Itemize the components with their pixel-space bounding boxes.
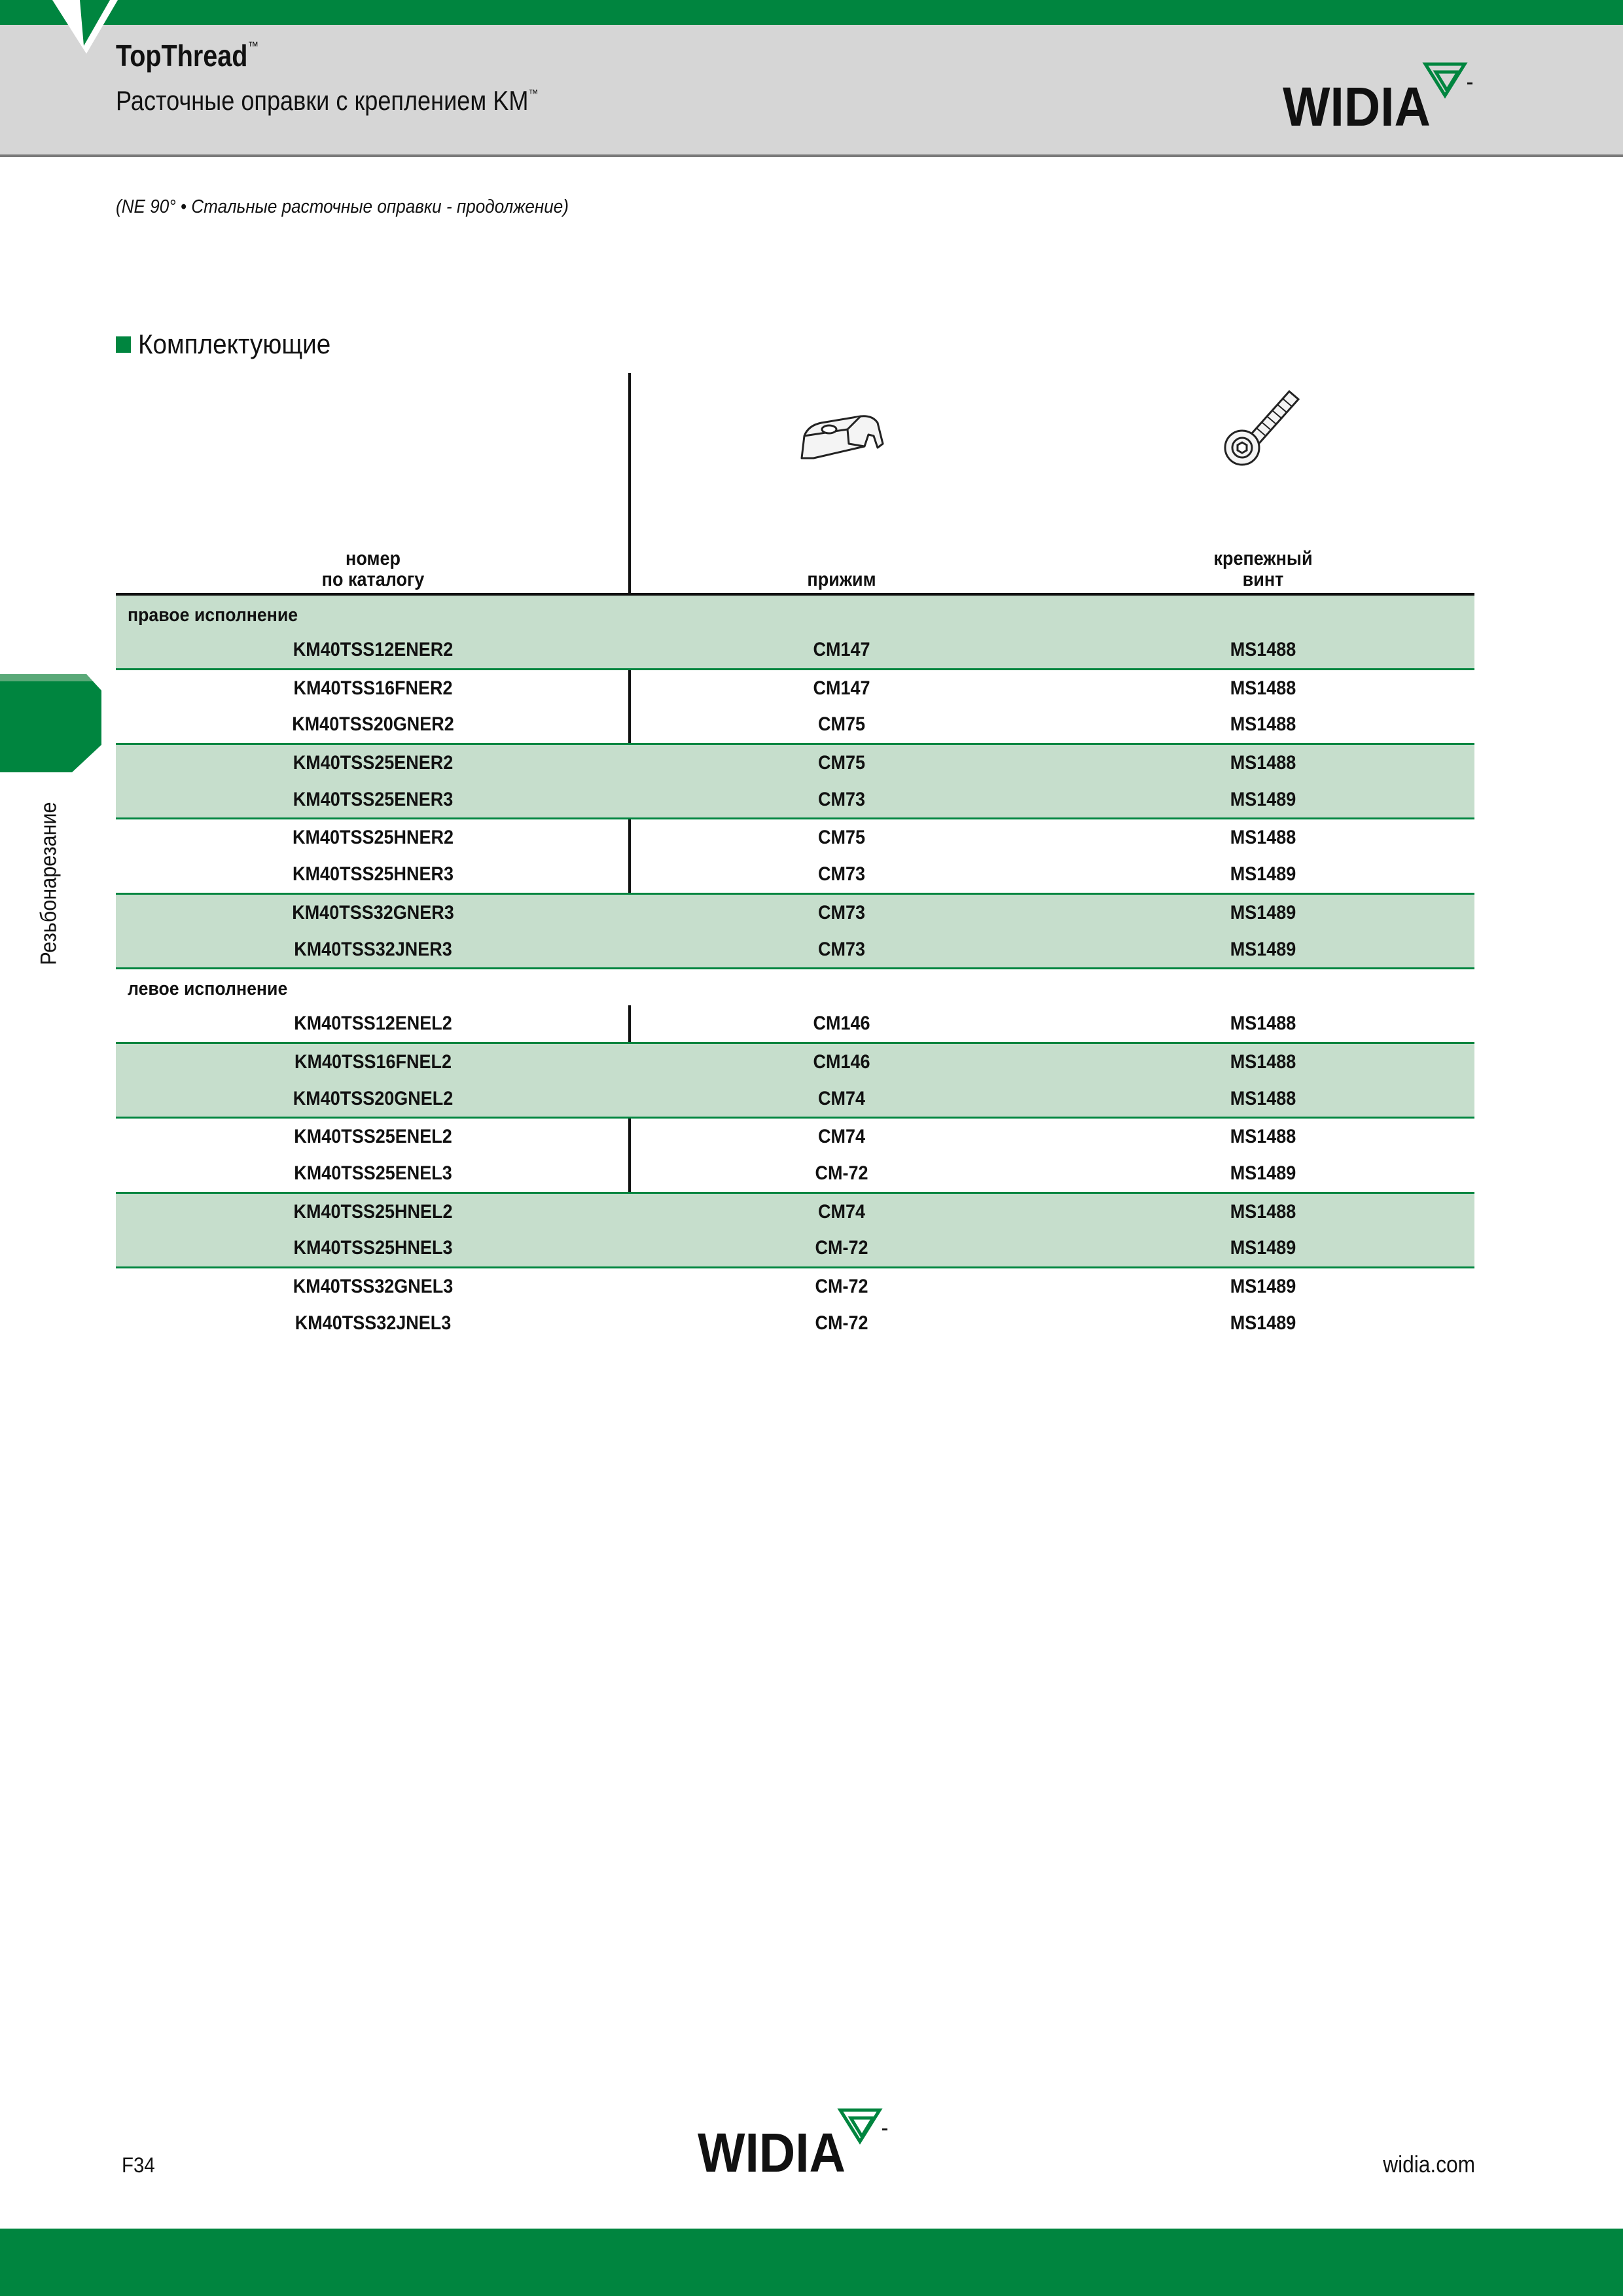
clamp-cell: CM146 [813,1050,870,1073]
table-row [116,1081,1474,1117]
table-row [116,706,1474,743]
continuation-note: (NE 90° • Стальные расточные оправки - продолжение) [116,196,569,217]
clamp-cell: CM73 [817,788,866,810]
screw-cell: MS1488 [1230,1200,1296,1223]
clamp-cell: CM73 [817,863,866,886]
column-header-clamp: прижим [807,569,876,590]
svg-text:WIDIA: WIDIA [698,2122,846,2176]
clamp-cell: CM75 [817,752,866,774]
screw-cell: MS1489 [1230,901,1296,924]
clamp-cell: CM75 [817,713,866,736]
section-square-icon [116,336,131,353]
catalog-cell: KM40TSS20GNER2 [292,713,454,736]
screw-cell: MS1489 [1230,1312,1296,1334]
screw-cell: MS1489 [1230,788,1296,810]
table-row [116,1230,1474,1266]
clamp-cell: CM-72 [815,1237,868,1259]
clamp-cell: CM-72 [815,1162,868,1184]
screw-cell: MS1488 [1230,1013,1296,1035]
screw-cell: MS1488 [1230,827,1296,849]
website-link[interactable]: widia.com [1383,2151,1475,2178]
column-header-screw: крепежный винт [1213,548,1313,590]
screw-cell: MS1489 [1230,1162,1296,1184]
catalog-cell: KM40TSS25ENEL3 [294,1162,452,1184]
screw-cell: MS1488 [1230,1087,1296,1109]
parts-table [116,596,1474,1341]
corner-tab-icon [52,0,118,54]
catalog-cell: KM40TSS16FNEL2 [294,1050,452,1073]
table-row [116,1268,1474,1305]
screw-cell: MS1488 [1230,1126,1296,1148]
screw-cell: MS1488 [1230,639,1296,660]
table-row [116,781,1474,818]
page-subtitle: Расточные оправки с креплением KM™ [116,85,539,116]
catalog-cell: KM40TSS32GNEL3 [293,1276,454,1297]
column-header-catalog: номер по каталогу [321,548,425,590]
side-tab-label: Резьбонарезание [36,802,62,965]
clamp-cell: CM73 [817,938,866,960]
clamp-cell: CM-72 [815,1276,868,1297]
screw-cell: MS1489 [1230,863,1296,886]
table-row [116,1005,1474,1042]
section-title: Комплектующие [116,329,330,360]
catalog-cell: KM40TSS16FNER2 [293,677,453,699]
catalog-cell: KM40TSS32GNER3 [292,901,454,924]
table-row [116,632,1474,668]
table-row [116,1119,1474,1155]
clamp-cell: CM74 [817,1126,866,1148]
screw-cell: MS1488 [1230,752,1296,774]
clamp-cell: CM74 [817,1087,866,1109]
table-row [116,1155,1474,1192]
table-row [116,856,1474,893]
catalog-cell: KM40TSS25HNER3 [292,863,454,886]
catalog-cell: KM40TSS25ENER2 [293,752,454,774]
clamp-cell: CM75 [817,827,866,849]
clamp-cell: CM73 [817,901,866,924]
table-row [116,931,1474,968]
clamp-cell: CM146 [813,1013,870,1035]
clamp-cell: CM147 [813,639,870,660]
clamp-cell: CM-72 [815,1312,868,1334]
group-label-left: левое исполнение [116,969,1474,1005]
catalog-cell: KM40TSS32JNER3 [294,938,452,960]
catalog-cell: KM40TSS25HNEL2 [293,1200,453,1223]
svg-text:WIDIA: WIDIA [1283,76,1431,130]
catalog-cell: KM40TSS25ENER3 [293,788,454,810]
catalog-cell: KM40TSS25HNEL3 [293,1237,453,1259]
screw-icon [1217,380,1309,471]
table-row [116,895,1474,931]
catalog-cell: KM40TSS12ENEL2 [294,1013,452,1035]
screw-cell: MS1489 [1230,938,1296,960]
screw-cell: MS1488 [1230,713,1296,736]
screw-cell: MS1488 [1230,1050,1296,1073]
catalog-cell: KM40TSS32JNEL3 [294,1312,452,1334]
widia-logo [1283,60,1479,130]
catalog-cell: KM40TSS25HNER2 [292,827,454,849]
clamp-icon [795,406,887,471]
table-row [116,670,1474,707]
catalog-cell: KM40TSS20GNEL2 [293,1087,454,1109]
table-row [116,1194,1474,1230]
screw-cell: MS1489 [1230,1237,1296,1259]
page-title: TopThread™ [116,39,259,73]
table-row [116,819,1474,856]
screw-cell: MS1488 [1230,677,1296,699]
table-row [116,745,1474,781]
screw-cell: MS1489 [1230,1276,1296,1297]
catalog-cell: KM40TSS25ENEL2 [294,1126,452,1148]
catalog-cell: KM40TSS12ENER2 [293,639,454,660]
clamp-cell: CM147 [813,677,870,699]
table-row [116,1044,1474,1081]
side-tab-icon [0,674,101,772]
group-label-right: правое исполнение [116,596,1474,632]
clamp-cell: CM74 [817,1200,866,1223]
bottom-green-bar [0,2229,1623,2296]
top-green-bar [0,0,1623,25]
page-number: F34 [122,2153,155,2177]
widia-footer-logo [698,2106,894,2176]
table-row [116,1305,1474,1342]
